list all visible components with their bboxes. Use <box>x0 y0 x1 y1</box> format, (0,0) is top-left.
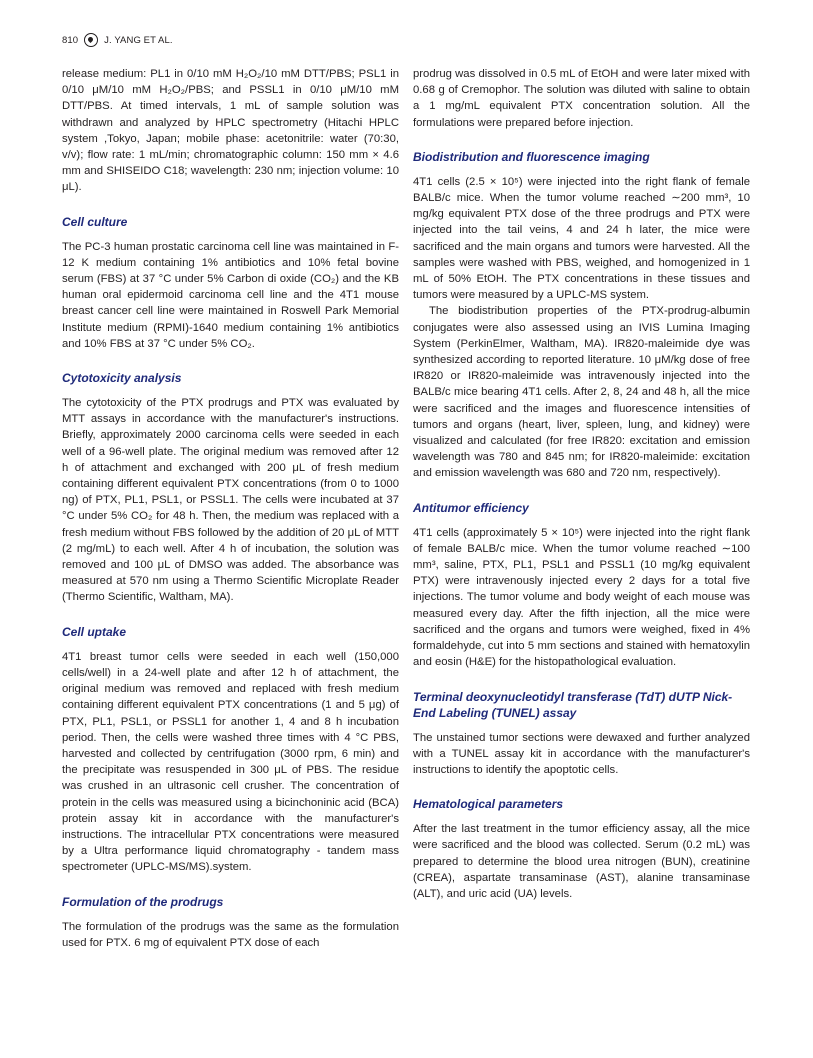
page-number: 810 <box>62 34 79 46</box>
section-heading-antitumor: Antitumor efficiency <box>413 500 529 515</box>
section-heading-cytotoxicity: Cytotoxicity analysis <box>62 371 182 386</box>
paragraph-cytotoxicity: The cytotoxicity of the PTX prodrugs and PTX was evaluated by MTT assays in accordance with the manufacturer's instructions. Briefly, approximately 2000 carcinoma cells were seeded in each well of a 96-well plate. The original medium was removed after 12 h of attachment and exchanged with 200 μL of fresh medium containing different equivalent PTX concentrations (from 0 to 1000 ng) of PTX, PL1, PSL1, or PSSL1. The cells were incubated at 37 °C under 5% CO₂ for 48 h. Then, the medium was replaced with a fresh medium without FBS followed by the addition of 20 μL of MTT (2 mg/mL) to each well. After 4 h of incubation, the solution was removed and 100 μL of DMSO was added. The absorbance was measured at 570 nm using a Thermo Scientific Microplate Reader (Thermo Scientific, Waltham, MA). <box>62 397 399 604</box>
paragraph-biodistribution-2: The biodistribution properties of the PTX-prodrug-albumin conjugates were also assessed using an IVIS Lumina Imaging System (PerkinElmer, Waltham, MA). IR820-maleimide dye was synthesized according to reported literature. 10 μM/kg dose of free IR820 or IR820-maleimide was intravenously injected into the BALB/c mice bearing 4T1 cells. After 2, 8, 24 and 48 h, all the mice were sacrificed and the images and fluorescence intensities of tumors and organs (heart, liver, spleen, lung, and kidney) were visualized and calculated (for free IR820: excitation and emission wavelength was 780 and 845 nm; for IR820-maleimide: excitation and emission wavelength was 680 and 720 nm, respectively). <box>413 305 750 480</box>
section-heading-cell-culture: Cell culture <box>62 214 128 229</box>
running-head-authors: J. YANG ET AL. <box>104 34 173 46</box>
paragraph-formulation-continued: prodrug was dissolved in 0.5 mL of EtOH and were later mixed with 0.68 g of Cremophor. The solution was diluted with saline to obtain a 1 mg/mL equivalent PTX concentration solution. All the formulations were prepared before injection. <box>413 68 750 129</box>
paragraph-cell-culture: The PC-3 human prostatic carcinoma cell line was maintained in F-12 K medium containing 1% antibiotics and 10% fetal bovine serum (FBS) at 37 °C under 5% Carbon di oxide (CO₂) and the KB human oral epidermoid carcinoma cell line and the 4T1 mouse breast cancer cell line were maintained in Roswell Park Memorial Institute medium (RPMI)-1640 medium containing 1% antibiotics and 10% FBS at 37 °C under 5% CO₂. <box>62 240 399 350</box>
paragraph-cell-uptake: 4T1 breast tumor cells were seeded in each well (150,000 cells/well) in a 24-well plate and after 12 h of attachment, the original medium was removed and replaced with fresh medium containing different equivalent PTX concentrations (1 and 5 μg) of PTX, PL1, PSL1, or PSSL1 for another 1, 4 and 8 h incubation period. Then, the cells were washed three times with 4 °C PBS, harvested and collected by centrifugation (3000 rpm, 6 min) and the precipitate was resuspended in 300 μL of PBS. The residue was crushed in an ultrasonic cell crusher. The concentration of protein in the cells was measured using a bicinchoninic acid (BCA) protein assay kit in accordance with the manufacturer's instructions. The intracellular PTX concentrations were measured by a Ultra performance liquid chromatography - tandem mass spectrometer (UPLC-MS/MS).system. <box>62 650 399 874</box>
section-heading-formulation: Formulation of the prodrugs <box>62 894 224 909</box>
paragraph-biodistribution-1: 4T1 cells (2.5 × 10⁵) were injected into the right flank of female BALB/c mice. When the tumor volume reached ∼200 mm³, 10 mg/kg equivalent PTX dose of the three prodrugs and PTX were injected into the tail veins, 4 and 24 h later, the mice were sacrificed and the main organs and tumors were harvested. All the samples were washed with PBS, weighed, and homogenized in 1 mL of 50% EtOH. The PTX concentrations in these tissues and tumors were measured by a UPLC-MS system. <box>413 175 750 302</box>
running-head <box>62 33 173 47</box>
paragraph-formulation: The formulation of the prodrugs was the same as the formulation used for PTX. 6 mg of equivalent PTX dose of each <box>62 920 399 949</box>
right-column <box>413 66 750 902</box>
paragraph-tunel: The unstained tumor sections were dewaxed and further analyzed with a TUNEL assay kit in accordance with the manufacturer's instructions to identify the apoptotic cells. <box>413 731 750 776</box>
paragraph-release-medium: release medium: PL1 in 0/10 mM H₂O₂/10 mM DTT/PBS; PSL1 in 0/10 μM/10 mM H₂O₂/PBS; and PSSL1 in 0/10 μM/10 mM DTT/PBS. At timed intervals, 1 mL of sample solution was withdrawn and analyzed by HPLC spectrometry (Hitachi HPLC system ,Tokyo, Japan; mobile phase: acetonitrile: water (70:30, v/v); flow rate: 1 mL/min; chromatographic column: 150 mm × 4.6 mm and SHISEIDO C18; wavelength: 230 nm; injection volume: 10 μL). <box>62 68 399 194</box>
paragraph-hematological: After the last treatment in the tumor efficiency assay, all the mice were sacrificed and the blood was collected. Serum (0.2 mL) was prepared to determine the blood urea nitrogen (BUN), creatinine (CREA), aspartate transaminase (AST), alanine transaminase (ALT), and uric acid (UA) levels. <box>413 823 750 900</box>
section-heading-cell-uptake: Cell uptake <box>62 624 127 639</box>
section-heading-hematological: Hematological parameters <box>413 797 564 812</box>
section-heading-tunel: Terminal deoxynucleotidyl transferase (TdT) dUTP Nick-End Labeling (TUNEL) assay <box>413 689 733 720</box>
paragraph-antitumor: 4T1 cells (approximately 5 × 10⁵) were injected into the right flank of female BALB/c mice. When the tumor volume reached ∼100 mm³, saline, PTX, PL1, PSL1 and PSSL1 (10 mg/kg equivalent PTX) were intravenously injected every 2 days for a total five injections. The tumor volume and body weight of each mouse was measured every day. After the fifth injection, all the mice were sacrificed and the organs and tumors were weighed, fixed in 4% formaldehyde, cut into 5 mm sections and stained with hematoxylin and eosin (H&E) for the histopathological evaluation. <box>413 526 750 669</box>
left-column <box>62 66 399 951</box>
journal-logo-icon <box>84 33 98 47</box>
section-heading-biodistribution: Biodistribution and fluorescence imaging <box>413 149 650 164</box>
